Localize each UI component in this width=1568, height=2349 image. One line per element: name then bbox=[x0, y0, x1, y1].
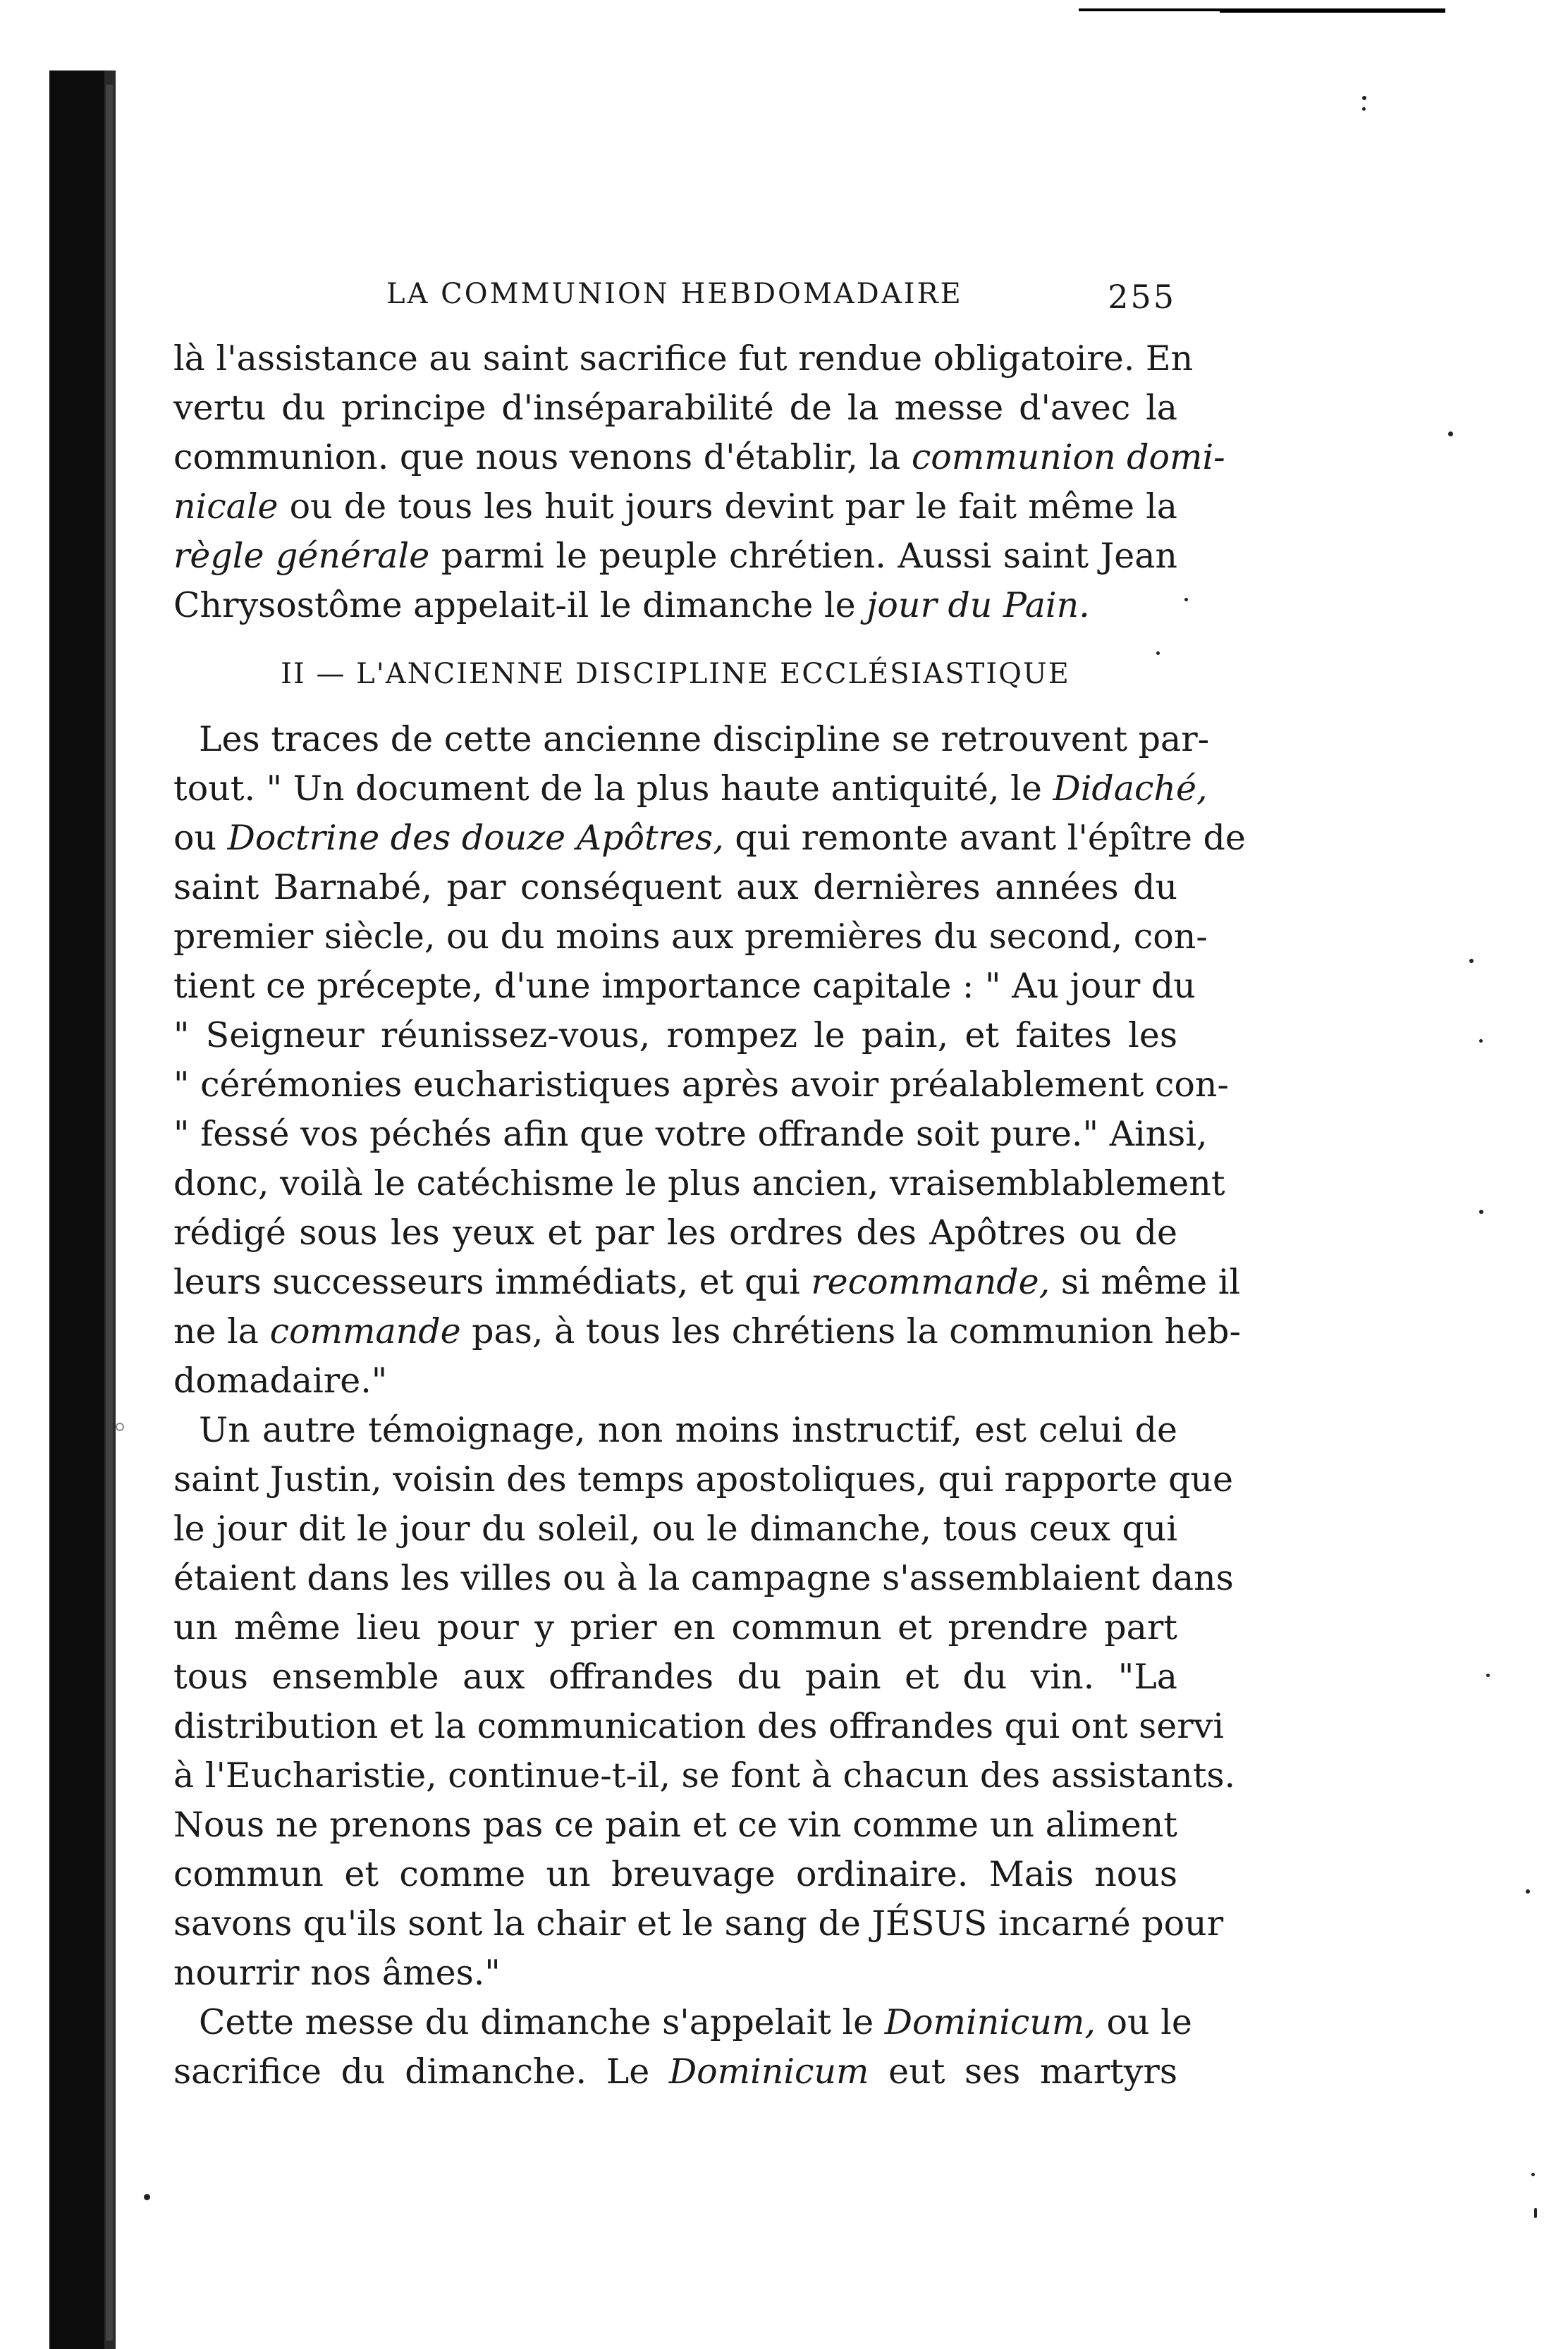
text-line: rédigé sous les yeux et par les ordres des Apôtres ou de bbox=[173, 1213, 1177, 1253]
italic-run: communion domi- bbox=[911, 437, 1225, 477]
text-line: là l'assistance au saint sacrifice fut rendue obligatoire. En bbox=[173, 338, 1194, 379]
text-line bbox=[173, 1307, 1242, 1356]
text-run: communion. que nous venons d'établir, la bbox=[173, 437, 912, 477]
text-run: ne la bbox=[173, 1311, 270, 1351]
text-line: le jour dit le jour du soleil, ou le dimanche, tous ceux qui bbox=[173, 1509, 1177, 1549]
text-line bbox=[173, 764, 1208, 814]
italic-run: Doctrine des douze Apôtres, bbox=[227, 818, 724, 858]
text-line bbox=[173, 2047, 1177, 2097]
section-title: L'ANCIENNE DISCIPLINE ECCLÉSIASTIQUE bbox=[356, 658, 1070, 690]
text-run: ou de tous les huit jours devint par le fait même la bbox=[278, 486, 1177, 527]
speck bbox=[1526, 1889, 1530, 1894]
text-line: " cérémonies eucharistiques après avoir préalablement con- bbox=[173, 1065, 1229, 1105]
text-run: tout. " Un document de la plus haute antiquité, le bbox=[173, 768, 1053, 809]
page-header bbox=[386, 278, 1176, 320]
text-line: Un autre témoignage, non moins instructif, est celui de bbox=[199, 1410, 1177, 1450]
text-line: à l'Eucharistie, continue-t-il, se font à chacun des assistants. bbox=[173, 1755, 1236, 1796]
text-run: eut ses martyrs bbox=[869, 2051, 1177, 2092]
speck bbox=[1534, 2208, 1537, 2218]
paragraph-3 bbox=[173, 1406, 1236, 1998]
text-run: qui remonte avant l'épître de bbox=[723, 818, 1246, 858]
text-line: étaient dans les villes ou à la campagne s'assemblaient dans bbox=[173, 1558, 1234, 1598]
text-line: saint Justin, voisin des temps apostoliques, qui rapporte que bbox=[173, 1459, 1234, 1499]
text-line bbox=[173, 814, 1246, 863]
paragraph-1 bbox=[173, 334, 1225, 630]
text-run: si même il bbox=[1050, 1262, 1241, 1302]
text-line: premier siècle, ou du moins aux premières du second, con- bbox=[173, 916, 1208, 957]
text-line: vertu du principe d'inséparabilité de la messe d'avec la bbox=[173, 388, 1177, 428]
binding-edge bbox=[106, 85, 113, 2341]
top-edge-rule-gap bbox=[1079, 11, 1220, 13]
text-run: ou bbox=[173, 818, 228, 858]
text-line bbox=[173, 581, 1177, 630]
text-line: savons qu'ils sont la chair et le sang de JÉSUS incarné pour bbox=[173, 1903, 1224, 1944]
text-line: donc, voilà le catéchisme le plus ancien, vraisemblablement bbox=[173, 1163, 1225, 1203]
speck bbox=[1479, 1039, 1483, 1043]
speck bbox=[1362, 107, 1366, 111]
speck bbox=[1448, 431, 1453, 436]
text-line: un même lieu pour y prier en commun et prendre part bbox=[173, 1607, 1177, 1648]
text-line: Les traces de cette ancienne discipline se retrouvent par- bbox=[199, 719, 1210, 759]
section-numeral: II — bbox=[281, 658, 357, 690]
speck bbox=[116, 1423, 124, 1431]
text-line: " fessé vos péchés afin que votre offrande soit pure." Ainsi, bbox=[173, 1114, 1208, 1154]
italic-run: Dominicum bbox=[668, 2051, 869, 2092]
speck bbox=[1469, 959, 1474, 963]
italic-run: règle générale bbox=[173, 536, 430, 576]
italic-run: jour du Pain. bbox=[866, 585, 1090, 625]
section-heading bbox=[173, 653, 1177, 695]
text-run: Chrysostôme appelait-il le dimanche le bbox=[173, 585, 867, 625]
text-run: pas, à tous les chrétiens la communion heb- bbox=[460, 1311, 1242, 1351]
running-title: LA COMMUNION HEBDOMADAIRE bbox=[386, 278, 963, 310]
text-line: tous ensemble aux offrandes du pain et du vin. "La bbox=[173, 1657, 1177, 1697]
paragraph-4 bbox=[173, 1998, 1192, 2097]
speck bbox=[144, 2194, 150, 2200]
speck bbox=[1531, 2173, 1535, 2176]
text-line bbox=[173, 1998, 1192, 2047]
text-line: distribution et la communication des offrandes qui ont servi bbox=[173, 1706, 1225, 1746]
speck bbox=[1362, 96, 1366, 100]
text-line: commun et comme un breuvage ordinaire. Mais nous bbox=[173, 1854, 1177, 1894]
paragraph-2 bbox=[173, 715, 1246, 1406]
text-line bbox=[173, 482, 1177, 532]
text-run: ou le bbox=[1095, 2002, 1192, 2042]
text-line: Nous ne prenons pas ce pain et ce vin comme un aliment bbox=[173, 1805, 1177, 1845]
text-run: parmi le peuple chrétien. Aussi saint Jean bbox=[429, 536, 1177, 576]
text-line bbox=[173, 433, 1225, 482]
speck bbox=[1184, 598, 1188, 601]
text-run: leurs successeurs immédiats, et qui bbox=[173, 1262, 811, 1302]
text-line: nourrir nos âmes." bbox=[173, 1953, 501, 1993]
speck bbox=[1486, 1674, 1490, 1677]
text-line: " Seigneur réunissez-vous, rompez le pain, et faites les bbox=[173, 1015, 1177, 1055]
italic-run: Didaché, bbox=[1053, 768, 1208, 809]
text-line bbox=[173, 1258, 1241, 1307]
text-line: tient ce précepte, d'une importance capitale : " Au jour du bbox=[173, 966, 1196, 1006]
italic-run: Dominicum, bbox=[884, 2002, 1096, 2042]
text-line: domadaire." bbox=[173, 1361, 388, 1401]
italic-run: commande bbox=[269, 1311, 461, 1351]
text-line bbox=[173, 532, 1177, 581]
text-run: sacrifice du dimanche. Le bbox=[173, 2051, 669, 2092]
text-line: saint Barnabé, par conséquent aux dernières années du bbox=[173, 867, 1177, 907]
italic-run: nicale bbox=[173, 486, 278, 527]
speck bbox=[1479, 1210, 1483, 1214]
page-number: 255 bbox=[1108, 278, 1176, 316]
text-block bbox=[173, 334, 1246, 2097]
text-run: Cette messe du dimanche s'appelait le bbox=[199, 2002, 885, 2042]
italic-run: recommande, bbox=[811, 1262, 1051, 1302]
